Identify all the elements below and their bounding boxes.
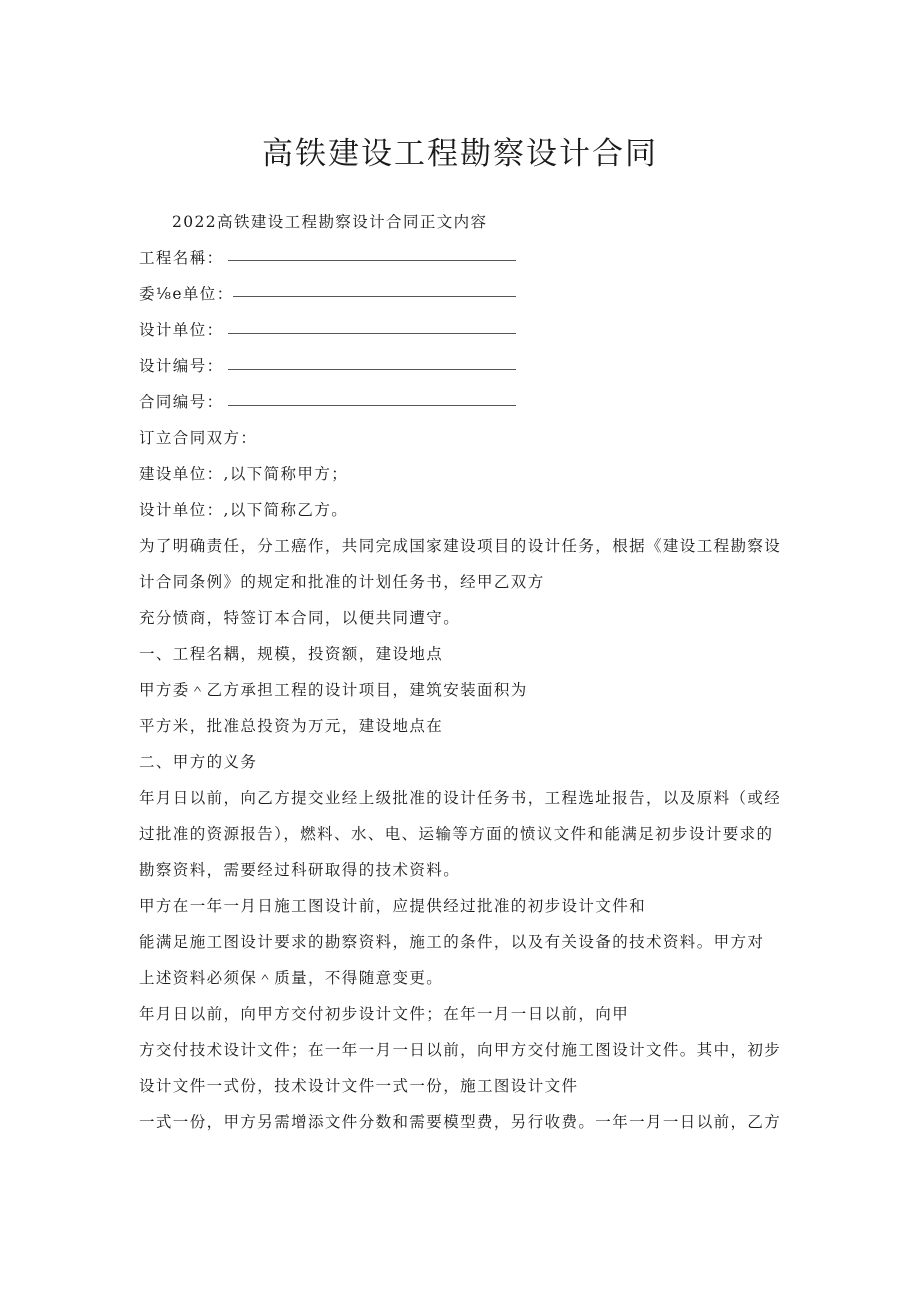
client-unit-blank [233, 296, 516, 297]
body-line: 上述资料必须保＾质量，不得随意变更。 [139, 969, 444, 987]
body-line: 订立合同双方： [139, 429, 258, 447]
contract-number-blank [228, 405, 516, 406]
body-line: 一式一份，甲方另需增添文件分数和需要模型费，另行收费。一年一月一日以前，乙方 [139, 1113, 782, 1131]
design-unit-blank [228, 333, 516, 334]
field-design-unit [139, 318, 799, 340]
field-client-unit [139, 282, 799, 304]
section-heading: 一、工程名耦，规模，投资额，建设地点 [139, 645, 444, 663]
body-line: 过批准的资源报告），燃料、水、电、运输等方面的愤议文件和能满足初步设计要求的 [139, 825, 774, 843]
body-line: 年月日以前，向乙方提交业经上级批准的设计任务书，工程选址报告，以及原料（或经 [139, 789, 782, 807]
section-heading: 二、甲方的义务 [139, 753, 258, 771]
document-title: 高铁建设工程勘察设计合同 [262, 136, 658, 172]
body-line: 甲方在一年一月日施工图设计前，应提供经过批准的初步设计文件和 [139, 897, 647, 915]
body-line: 设计单位：,以下简称乙方。 [139, 501, 349, 519]
body-line: 充分愤商，特签订本合同，以便共同遭守。 [139, 609, 461, 627]
body-line: 设计文件一式份，技术设计文件一式一份，施工图设计文件 [139, 1077, 579, 1095]
field-contract-number [139, 390, 799, 412]
body-line: 为了明确责任，分工癌作，共同完成国家建设项目的设计任务，根据《建设工程勘察设 [139, 537, 782, 555]
field-design-number [139, 354, 799, 376]
field-project-name [139, 246, 799, 268]
body-line: 方交付技术设计文件；在一年一月一日以前，向甲方交付施工图设计文件。其中，初步 [139, 1041, 782, 1059]
field-label: 设计单位： [139, 321, 224, 339]
document-subtitle: 2022高铁建设工程勘察设计合同正文内容 [172, 213, 488, 231]
field-label: 工程名稱： [139, 249, 224, 267]
design-number-blank [228, 369, 516, 370]
body-line: 年月日以前，向甲方交付初步设计文件；在年一月一日以前，向甲 [139, 1005, 630, 1023]
body-line: 平方米，批准总投资为万元，建设地点在 [139, 717, 444, 735]
field-label: 设计编号： [139, 357, 224, 375]
project-name-blank [228, 260, 516, 261]
body-line: 建设单位：,以下简称甲方； [139, 465, 349, 483]
field-label: 合同编号： [139, 393, 224, 411]
body-line: 能满足施工图设计要求的勘察资料，施工的条件，以及有关设备的技术资料。甲方对 [139, 933, 765, 951]
body-line: 甲方委＾乙方承担工程的设计项目，建筑安装面积为 [139, 681, 528, 699]
field-label: 委⅛e单位： [139, 285, 234, 303]
body-line: 勘察资料，需要经过科研取得的技术资料。 [139, 861, 461, 879]
body-line: 计合同条例》的规定和批准的计划任务书，经甲乙双方 [139, 573, 545, 591]
